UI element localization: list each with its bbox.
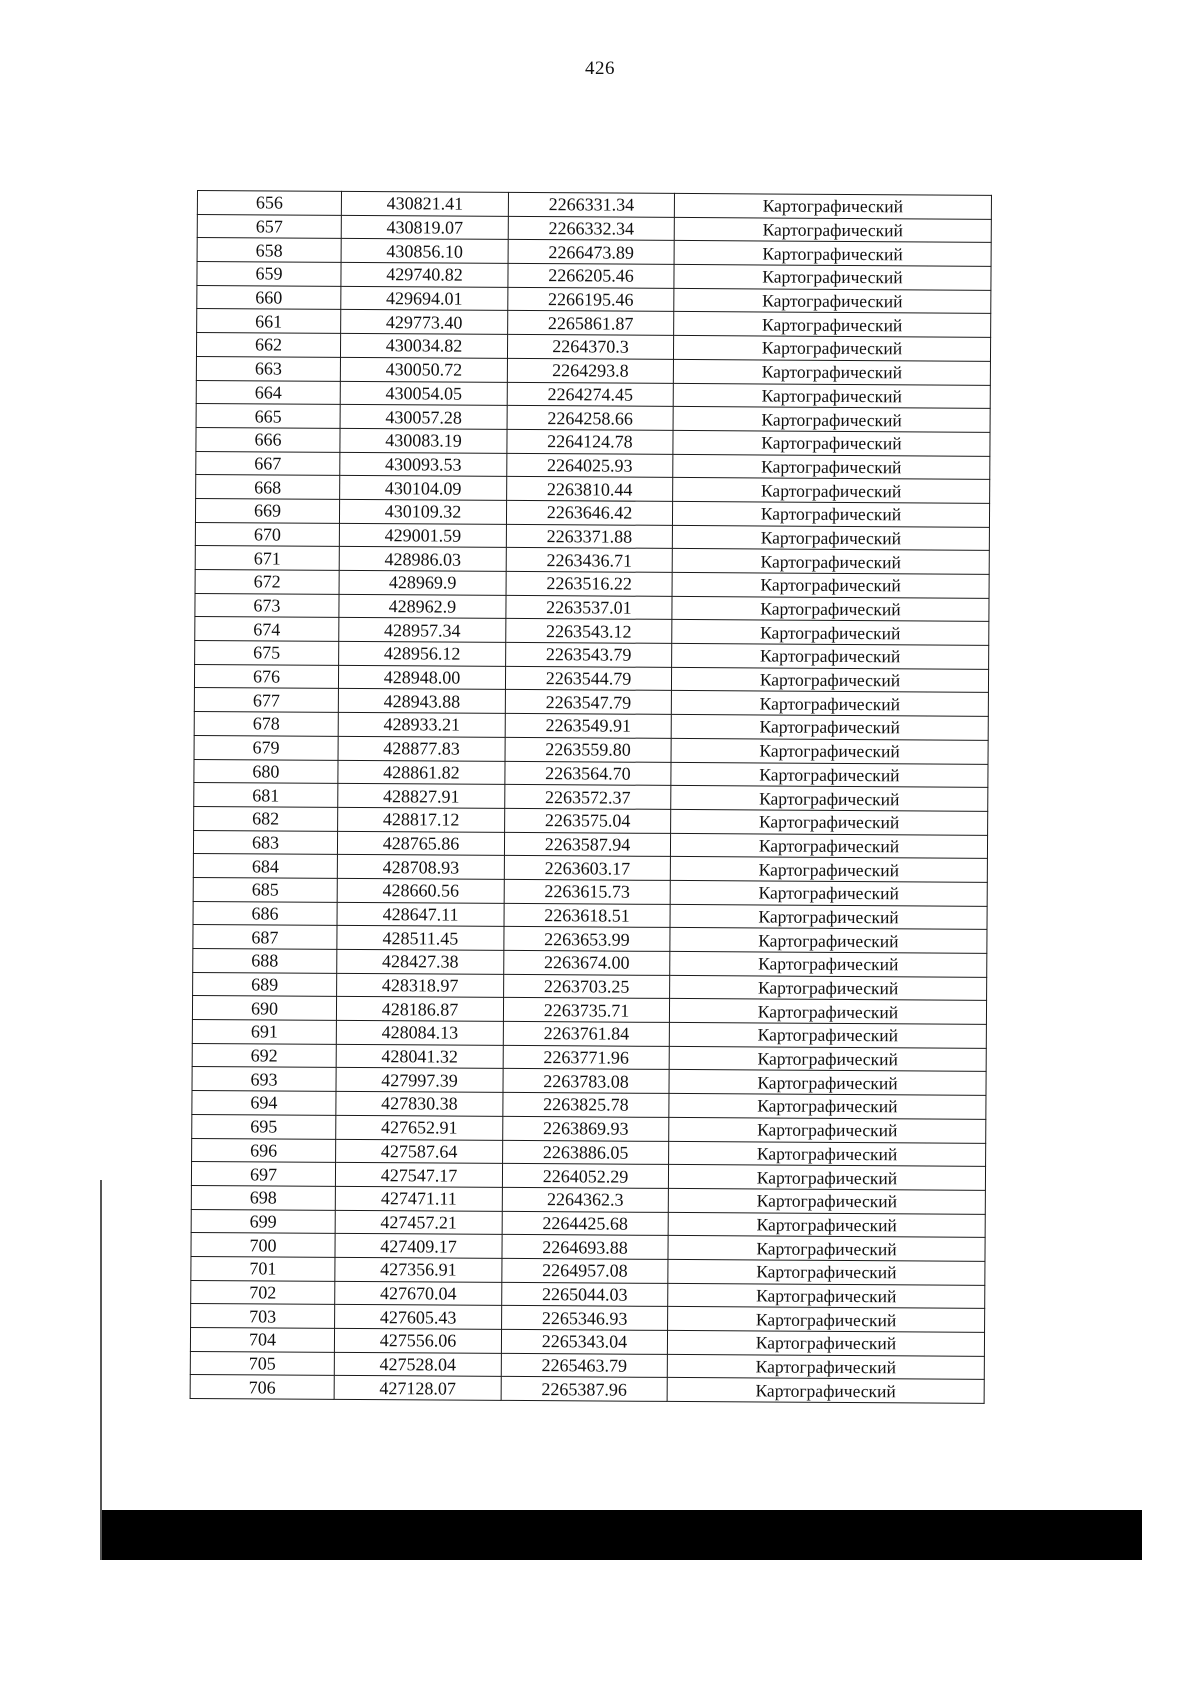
point-number-cell: 667 (196, 451, 340, 476)
point-number-cell: 683 (193, 830, 337, 855)
determination-method-cell: Картографический (668, 1165, 985, 1191)
determination-method-cell: Картографический (671, 715, 988, 741)
y-coordinate-cell: 2263618.51 (504, 903, 670, 928)
determination-method-cell: Картографический (670, 833, 987, 859)
x-coordinate-cell: 428861.82 (338, 760, 505, 785)
x-coordinate-cell: 430034.82 (340, 334, 507, 359)
x-coordinate-cell: 428817.12 (338, 807, 505, 832)
point-number-cell: 684 (193, 854, 337, 879)
point-number-cell: 702 (191, 1280, 335, 1305)
point-number-cell: 705 (190, 1351, 334, 1376)
scan-edge-artifact (100, 1180, 102, 1560)
x-coordinate-cell: 427652.91 (336, 1115, 503, 1140)
determination-method-cell: Картографический (670, 904, 987, 930)
x-coordinate-cell: 428647.11 (337, 902, 504, 927)
point-number-cell: 694 (192, 1091, 336, 1116)
point-number-cell: 664 (196, 380, 340, 405)
determination-method-cell: Картографический (672, 501, 989, 527)
point-number-cell: 661 (197, 309, 341, 334)
y-coordinate-cell: 2263783.08 (503, 1069, 669, 1094)
determination-method-cell: Картографический (672, 572, 989, 598)
y-coordinate-cell: 2264258.66 (507, 406, 673, 431)
x-coordinate-cell: 428660.56 (337, 878, 504, 903)
determination-method-cell: Картографический (673, 359, 990, 385)
x-coordinate-cell: 427356.91 (335, 1257, 502, 1282)
x-coordinate-cell: 427587.64 (336, 1139, 503, 1164)
y-coordinate-cell: 2263516.22 (506, 571, 672, 596)
x-coordinate-cell: 427128.07 (334, 1376, 501, 1401)
point-number-cell: 691 (192, 1020, 336, 1045)
scan-black-bar-artifact (102, 1510, 1142, 1560)
point-number-cell: 699 (191, 1209, 335, 1234)
determination-method-cell: Картографический (669, 999, 986, 1025)
x-coordinate-cell: 427471.11 (335, 1186, 502, 1211)
determination-method-cell: Картографический (671, 738, 988, 764)
point-number-cell: 672 (195, 569, 339, 594)
x-coordinate-cell: 428318.97 (337, 973, 504, 998)
x-coordinate-cell: 428186.87 (336, 997, 503, 1022)
y-coordinate-cell: 2264025.93 (507, 453, 673, 478)
y-coordinate-cell: 2266332.34 (508, 216, 674, 241)
determination-method-cell: Картографический (668, 1259, 985, 1285)
x-coordinate-cell: 429001.59 (339, 523, 506, 548)
point-number-cell: 673 (195, 593, 339, 618)
determination-method-cell: Картографический (672, 549, 989, 575)
y-coordinate-cell: 2263572.37 (505, 785, 671, 810)
determination-method-cell: Картографический (674, 217, 991, 243)
point-number-cell: 671 (195, 546, 339, 571)
x-coordinate-cell: 428962.9 (339, 594, 506, 619)
point-number-cell: 680 (194, 759, 338, 784)
point-number-cell: 676 (194, 664, 338, 689)
x-coordinate-cell: 430856.10 (341, 239, 508, 264)
determination-method-cell: Картографический (668, 1188, 985, 1214)
determination-method-cell: Картографический (673, 478, 990, 504)
point-number-cell: 681 (194, 783, 338, 808)
determination-method-cell: Картографический (671, 762, 988, 788)
point-number-cell: 674 (195, 617, 339, 642)
determination-method-cell: Картографический (671, 809, 988, 835)
y-coordinate-cell: 2263761.84 (503, 1021, 669, 1046)
determination-method-cell: Картографический (674, 312, 991, 338)
point-number-cell: 677 (194, 688, 338, 713)
determination-method-cell: Картографический (668, 1212, 985, 1238)
y-coordinate-cell: 2263559.80 (505, 737, 671, 762)
determination-method-cell: Картографический (667, 1354, 984, 1380)
table-row (190, 1375, 984, 1404)
y-coordinate-cell: 2263869.93 (503, 1116, 669, 1141)
y-coordinate-cell: 2264274.45 (507, 382, 673, 407)
x-coordinate-cell: 428956.12 (339, 641, 506, 666)
determination-method-cell: Картографический (669, 1046, 986, 1072)
determination-method-cell: Картографический (668, 1283, 985, 1309)
point-number-cell: 658 (197, 238, 341, 263)
point-number-cell: 665 (196, 404, 340, 429)
x-coordinate-cell: 428957.34 (339, 618, 506, 643)
x-coordinate-cell: 428427.38 (337, 949, 504, 974)
point-number-cell: 696 (192, 1138, 336, 1163)
determination-method-cell: Картографический (667, 1330, 984, 1356)
y-coordinate-cell: 2263544.79 (505, 666, 671, 691)
y-coordinate-cell: 2264362.3 (502, 1187, 668, 1212)
point-number-cell: 678 (194, 712, 338, 737)
y-coordinate-cell: 2263771.96 (503, 1045, 669, 1070)
point-number-cell: 692 (192, 1043, 336, 1068)
point-number-cell: 675 (195, 641, 339, 666)
y-coordinate-cell: 2264124.78 (507, 429, 673, 454)
y-coordinate-cell: 2263603.17 (504, 856, 670, 881)
y-coordinate-cell: 2263735.71 (503, 998, 669, 1023)
y-coordinate-cell: 2266473.89 (508, 240, 674, 265)
determination-method-cell: Картографический (670, 857, 987, 883)
point-number-cell: 690 (192, 996, 336, 1021)
determination-method-cell: Картографический (673, 430, 990, 456)
x-coordinate-cell: 428765.86 (337, 831, 504, 856)
determination-method-cell: Картографический (672, 620, 989, 646)
y-coordinate-cell: 2263547.79 (505, 690, 671, 715)
x-coordinate-cell: 428986.03 (339, 547, 506, 572)
x-coordinate-cell: 430050.72 (340, 357, 507, 382)
x-coordinate-cell: 427547.17 (335, 1163, 502, 1188)
determination-method-cell: Картографический (673, 336, 990, 362)
y-coordinate-cell: 2263674.00 (504, 950, 670, 975)
determination-method-cell: Картографический (674, 264, 991, 290)
y-coordinate-cell: 2264052.29 (502, 1164, 668, 1189)
y-coordinate-cell: 2265346.93 (502, 1306, 668, 1331)
x-coordinate-cell: 429694.01 (341, 286, 508, 311)
x-coordinate-cell: 427409.17 (335, 1234, 502, 1259)
point-number-cell: 663 (196, 356, 340, 381)
determination-method-cell: Картографический (670, 951, 987, 977)
x-coordinate-cell: 430093.53 (340, 452, 507, 477)
x-coordinate-cell: 429740.82 (341, 262, 508, 287)
point-number-cell: 688 (193, 948, 337, 973)
x-coordinate-cell: 428943.88 (338, 689, 505, 714)
point-number-cell: 670 (195, 522, 339, 547)
determination-method-cell: Картографический (669, 1141, 986, 1167)
determination-method-cell: Картографический (673, 454, 990, 480)
determination-method-cell: Картографический (667, 1378, 984, 1404)
y-coordinate-cell: 2263646.42 (506, 500, 672, 525)
y-coordinate-cell: 2264425.68 (502, 1211, 668, 1236)
page-number: 426 (585, 58, 615, 79)
x-coordinate-cell: 428969.9 (339, 570, 506, 595)
y-coordinate-cell: 2263549.91 (505, 714, 671, 739)
determination-method-cell: Картографический (674, 241, 991, 267)
y-coordinate-cell: 2265861.87 (508, 311, 674, 336)
y-coordinate-cell: 2265044.03 (502, 1282, 668, 1307)
point-number-cell: 700 (191, 1233, 335, 1258)
y-coordinate-cell: 2263653.99 (504, 927, 670, 952)
y-coordinate-cell: 2264693.88 (502, 1235, 668, 1260)
determination-method-cell: Картографический (670, 880, 987, 906)
determination-method-cell: Картографический (670, 928, 987, 954)
y-coordinate-cell: 2266331.34 (508, 192, 674, 217)
point-number-cell: 685 (193, 877, 337, 902)
y-coordinate-cell: 2263703.25 (504, 974, 670, 999)
x-coordinate-cell: 428948.00 (338, 665, 505, 690)
point-number-cell: 697 (191, 1162, 335, 1187)
x-coordinate-cell: 428933.21 (338, 712, 505, 737)
x-coordinate-cell: 430821.41 (341, 191, 508, 216)
x-coordinate-cell: 429773.40 (341, 310, 508, 335)
determination-method-cell: Картографический (670, 975, 987, 1001)
y-coordinate-cell: 2263886.05 (503, 1140, 669, 1165)
point-number-cell: 706 (190, 1375, 334, 1400)
determination-method-cell: Картографический (674, 193, 991, 219)
point-number-cell: 669 (195, 498, 339, 523)
determination-method-cell: Картографический (671, 667, 988, 693)
y-coordinate-cell: 2265463.79 (501, 1353, 667, 1378)
point-number-cell: 682 (194, 806, 338, 831)
y-coordinate-cell: 2264370.3 (507, 335, 673, 360)
y-coordinate-cell: 2263371.88 (506, 524, 672, 549)
y-coordinate-cell: 2264957.08 (502, 1258, 668, 1283)
x-coordinate-cell: 428084.13 (336, 1020, 503, 1045)
point-number-cell: 693 (192, 1067, 336, 1092)
point-number-cell: 704 (190, 1327, 334, 1352)
y-coordinate-cell: 2263436.71 (506, 548, 672, 573)
point-number-cell: 668 (196, 475, 340, 500)
coordinates-table (190, 190, 992, 1404)
x-coordinate-cell: 428511.45 (337, 926, 504, 951)
determination-method-cell: Картографический (672, 643, 989, 669)
point-number-cell: 695 (192, 1114, 336, 1139)
determination-method-cell: Картографический (673, 407, 990, 433)
determination-method-cell: Картографический (671, 786, 988, 812)
y-coordinate-cell: 2266205.46 (508, 263, 674, 288)
determination-method-cell: Картографический (672, 525, 989, 551)
x-coordinate-cell: 430819.07 (341, 215, 508, 240)
determination-method-cell: Картографический (669, 1022, 986, 1048)
x-coordinate-cell: 428708.93 (337, 855, 504, 880)
x-coordinate-cell: 430109.32 (339, 499, 506, 524)
determination-method-cell: Картографический (668, 1236, 985, 1262)
point-number-cell: 666 (196, 427, 340, 452)
determination-method-cell: Картографический (674, 288, 991, 314)
determination-method-cell: Картографический (672, 596, 989, 622)
determination-method-cell: Картографический (668, 1307, 985, 1333)
y-coordinate-cell: 2263537.01 (506, 595, 672, 620)
determination-method-cell: Картографический (669, 1070, 986, 1096)
point-number-cell: 689 (193, 972, 337, 997)
x-coordinate-cell: 430057.28 (340, 405, 507, 430)
x-coordinate-cell: 427556.06 (334, 1328, 501, 1353)
determination-method-cell: Картографический (669, 1094, 986, 1120)
y-coordinate-cell: 2263543.79 (506, 642, 672, 667)
point-number-cell: 679 (194, 735, 338, 760)
point-number-cell: 659 (197, 262, 341, 287)
determination-method-cell: Картографический (673, 383, 990, 409)
point-number-cell: 703 (191, 1304, 335, 1329)
point-number-cell: 686 (193, 901, 337, 926)
x-coordinate-cell: 427457.21 (335, 1210, 502, 1235)
x-coordinate-cell: 427605.43 (335, 1305, 502, 1330)
determination-method-cell: Картографический (671, 691, 988, 717)
y-coordinate-cell: 2266195.46 (508, 287, 674, 312)
y-coordinate-cell: 2264293.8 (507, 358, 673, 383)
y-coordinate-cell: 2263810.44 (507, 477, 673, 502)
point-number-cell: 656 (197, 191, 341, 216)
point-number-cell: 698 (191, 1185, 335, 1210)
x-coordinate-cell: 427830.38 (336, 1091, 503, 1116)
x-coordinate-cell: 430083.19 (340, 428, 507, 453)
y-coordinate-cell: 2263825.78 (503, 1093, 669, 1118)
y-coordinate-cell: 2263575.04 (505, 808, 671, 833)
y-coordinate-cell: 2263587.94 (504, 832, 670, 857)
x-coordinate-cell: 427997.39 (336, 1068, 503, 1093)
point-number-cell: 701 (191, 1256, 335, 1281)
x-coordinate-cell: 428827.91 (338, 784, 505, 809)
y-coordinate-cell: 2263564.70 (505, 761, 671, 786)
x-coordinate-cell: 430104.09 (340, 476, 507, 501)
x-coordinate-cell: 427670.04 (335, 1281, 502, 1306)
y-coordinate-cell: 2265387.96 (501, 1377, 667, 1402)
x-coordinate-cell: 427528.04 (334, 1352, 501, 1377)
y-coordinate-cell: 2265343.04 (501, 1329, 667, 1354)
y-coordinate-cell: 2263615.73 (504, 879, 670, 904)
point-number-cell: 687 (193, 925, 337, 950)
x-coordinate-cell: 430054.05 (340, 381, 507, 406)
x-coordinate-cell: 428041.32 (336, 1044, 503, 1069)
coordinates-table-body (190, 191, 991, 1404)
point-number-cell: 662 (196, 333, 340, 358)
y-coordinate-cell: 2263543.12 (506, 619, 672, 644)
determination-method-cell: Картографический (669, 1117, 986, 1143)
point-number-cell: 657 (197, 214, 341, 239)
x-coordinate-cell: 428877.83 (338, 736, 505, 761)
point-number-cell: 660 (197, 285, 341, 310)
